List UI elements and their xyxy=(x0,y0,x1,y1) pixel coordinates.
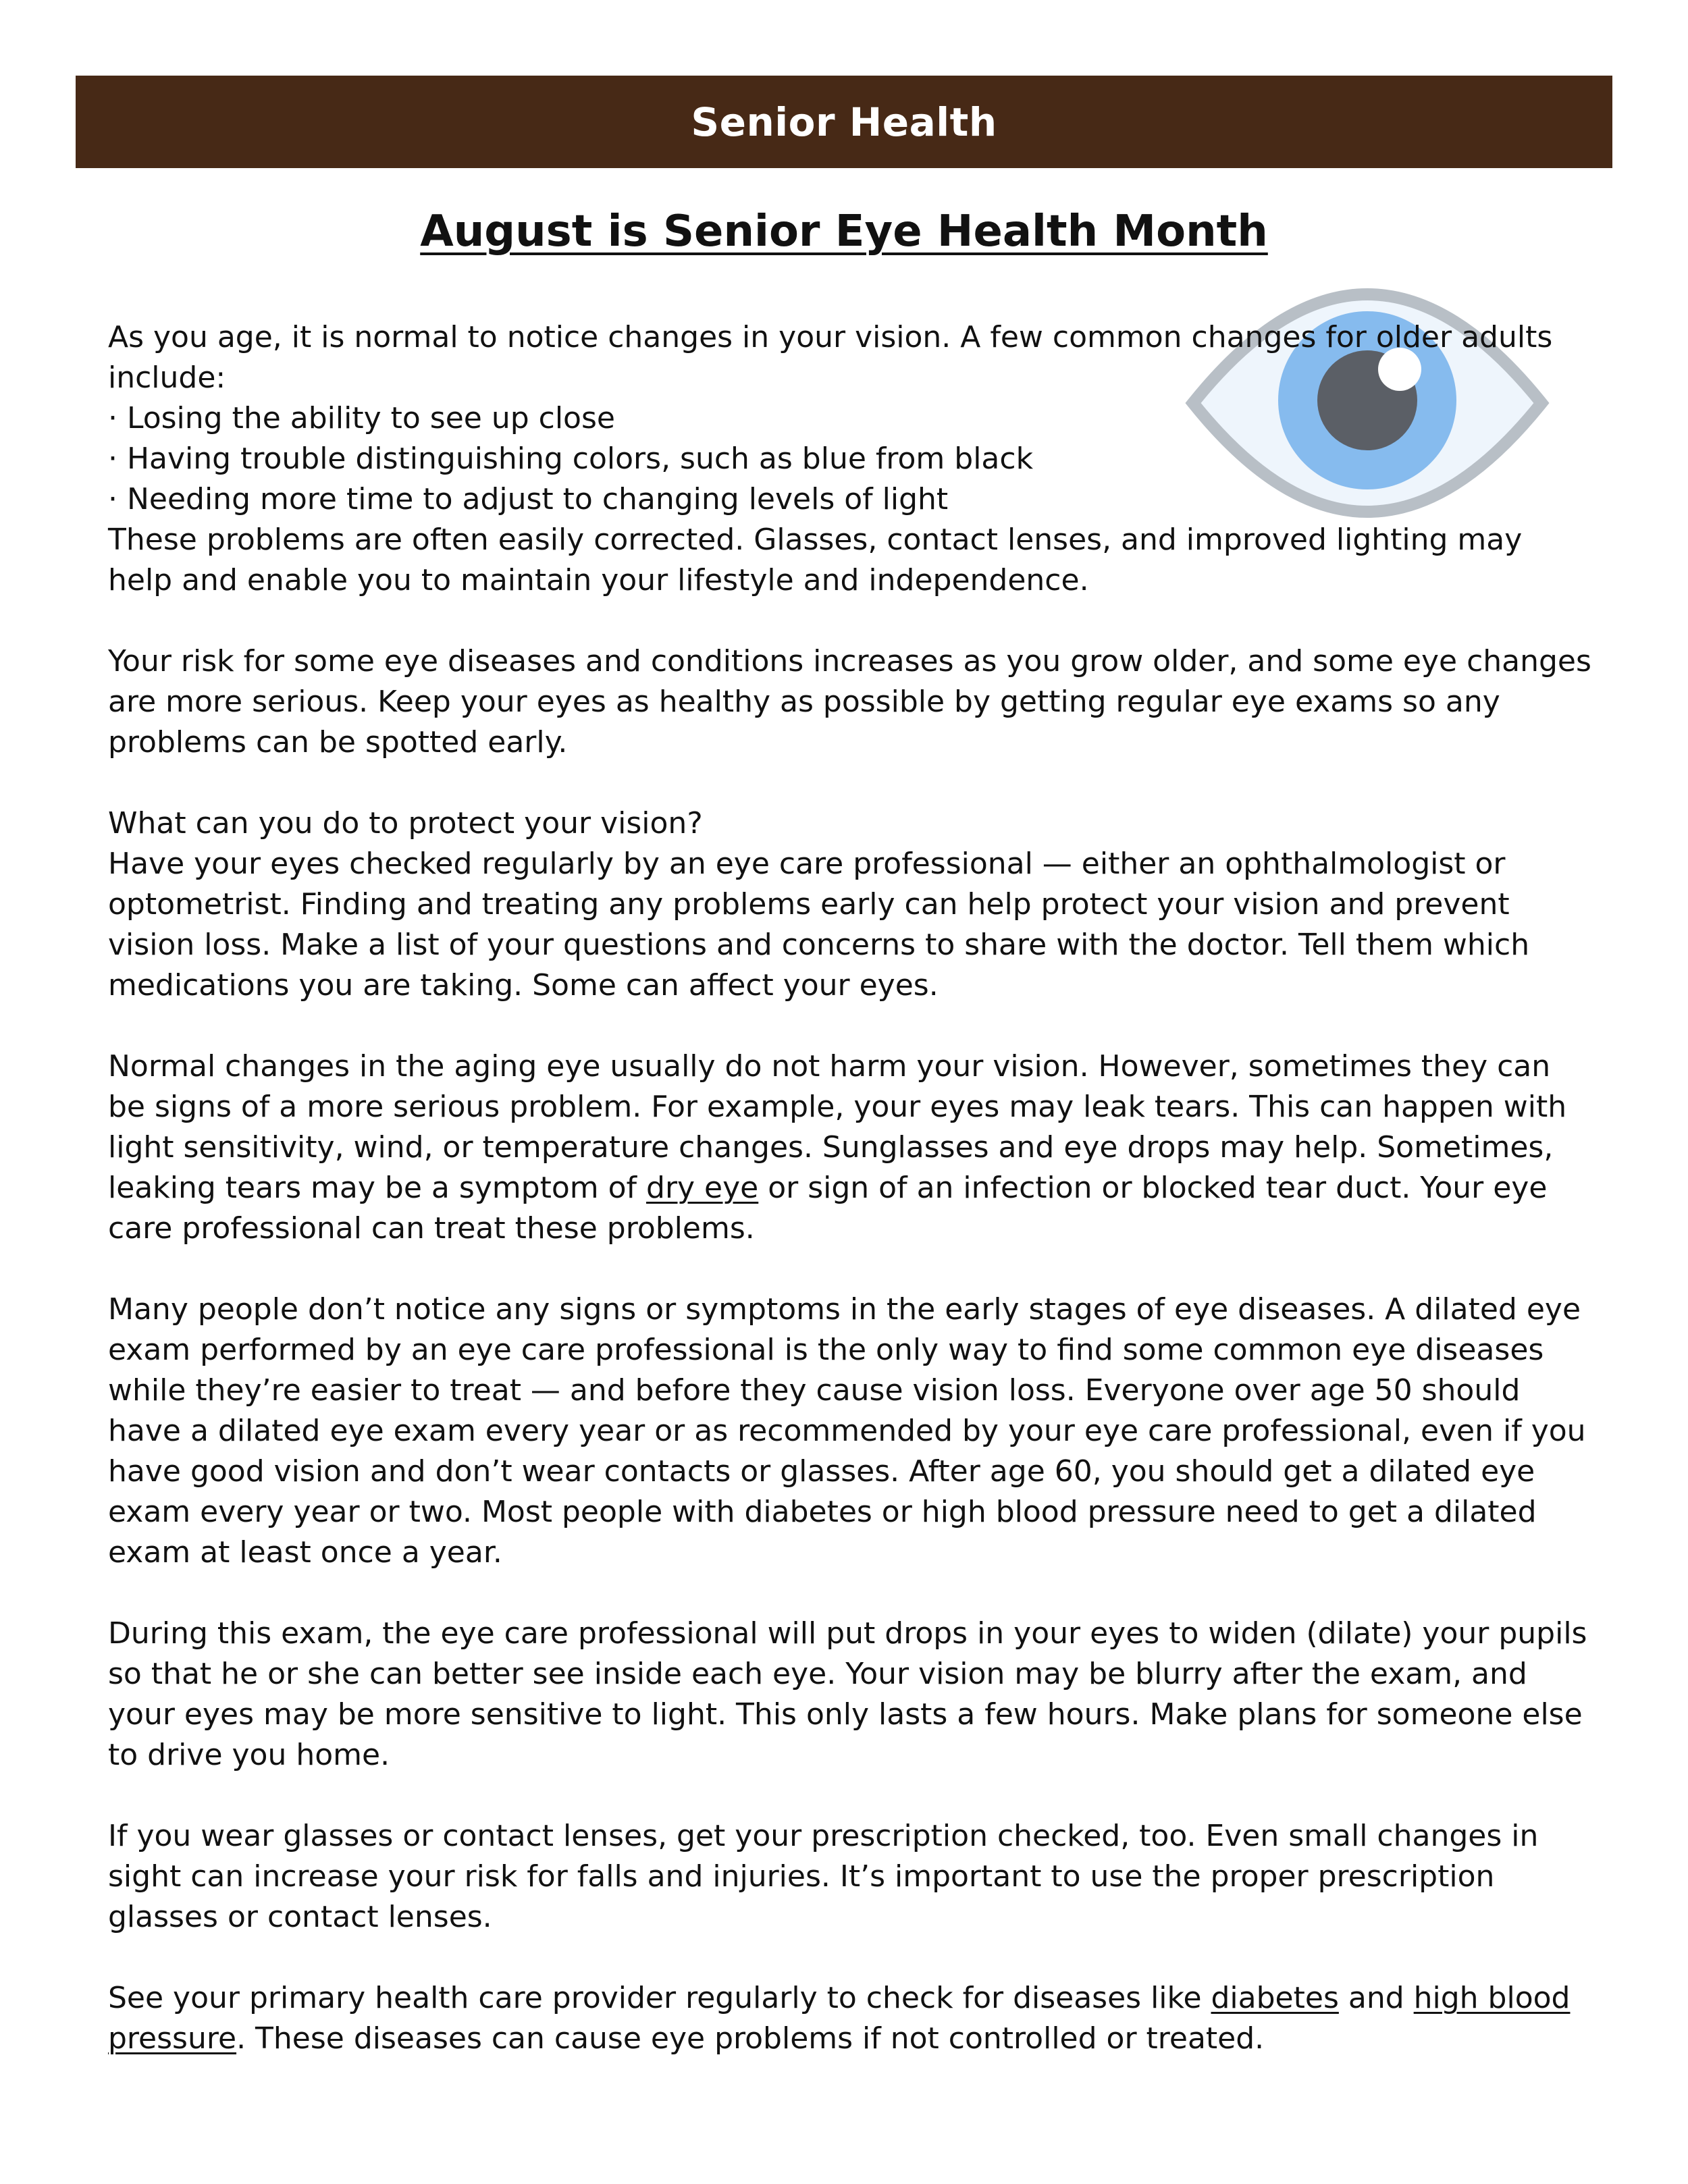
article-body xyxy=(108,317,1593,2100)
paragraph-7: If you wear glasses or contact lenses, get your prescription checked, too. Even small changes in sight can increase your risk for falls and injuries. It’s important to use the proper prescription glasses or contact lenses. xyxy=(108,1819,1539,1934)
paragraph-6: During this exam, the eye care professional will put drops in your eyes to widen (dilate) your pupils so that he or she can better see inside each eye. Your vision may be blurry after the exam, and your eyes may be more sensitive to light. This only lasts a few hours. Make plans for someone else to drive you home. xyxy=(108,1616,1587,1772)
question-text: What can you do to protect your vision? xyxy=(108,806,703,841)
paragraph-8-text-a: See your primary health care provider regularly to check for diseases like xyxy=(108,1981,1211,2015)
diabetes-link[interactable]: diabetes xyxy=(1211,1981,1339,2015)
paragraph-3 xyxy=(108,803,1593,1006)
article-title xyxy=(0,201,1688,262)
article-title-text: August is Senior Eye Health Month xyxy=(420,207,1268,257)
header-banner xyxy=(76,76,1612,168)
outro-text: These problems are often easily corrected. Glasses, contact lenses, and improved lighting may help and enable you to maintain your lifestyle and independence. xyxy=(108,523,1523,597)
answer-text: Have your eyes checked regularly by an eye care professional — either an ophthalmologist or optometrist. Finding and treating any problems early can help protect your vision and prevent vision loss. Make a list of your questions and concerns to share with the doctor. Tell them which medications you are taking. Some can affect your eyes. xyxy=(108,847,1530,1003)
paragraph-8-text-c: . These diseases can cause eye problems if not controlled or treated. xyxy=(236,2021,1265,2056)
paragraph-4 xyxy=(108,1046,1593,1249)
paragraph-4-text-a: Normal changes in the aging eye usually do not harm your vision. However, sometimes they can be signs of a more serious problem. For example, your eyes may leak tears. This can happen with light sensitivity, wind, or temperature changes. Sunglasses and eye drops may help. Sometimes, leaking tears may be a symptom of xyxy=(108,1049,1567,1205)
bullet-item: · Losing the ability to see up close xyxy=(108,401,615,435)
banner-title: Senior Health xyxy=(691,99,997,145)
paragraph-5: Many people don’t notice any signs or symptoms in the early stages of eye diseases. A dilated eye exam performed by an eye care professional is the only way to find some common eye diseases while they’re easier to treat — and before they cause vision loss. Everyone over age 50 should have a dilated eye exam every year or as recommended by your eye care professional, even if you have good vision and don’t wear contacts or glasses. After age 60, you should get a dilated eye exam every year or two. Most people with diabetes or high blood pressure need to get a dilated exam at least once a year. xyxy=(108,1292,1586,1570)
paragraph-1 xyxy=(108,317,1593,601)
paragraph-8-text-b: and xyxy=(1338,1981,1414,2015)
bullet-item: · Having trouble distinguishing colors, such as blue from black xyxy=(108,442,1034,476)
high-blood-pressure-link[interactable]: high blood pressure xyxy=(108,1981,1571,2056)
paragraph-2: Your risk for some eye diseases and conditions increases as you grow older, and some eye changes are more serious. Keep your eyes as healthy as possible by getting regular eye exams so any problems can be spotted early. xyxy=(108,644,1591,760)
bullet-item: · Needing more time to adjust to changing levels of light xyxy=(108,482,949,516)
paragraph-8 xyxy=(108,1978,1593,2059)
intro-text: As you age, it is normal to notice changes in your vision. A few common changes for older adults include: xyxy=(108,320,1553,395)
paragraph-4-text-b: or sign of an infection or blocked tear duct. Your eye care professional can treat these problems. xyxy=(108,1171,1548,1246)
dry-eye-link[interactable]: dry eye xyxy=(646,1171,759,1205)
